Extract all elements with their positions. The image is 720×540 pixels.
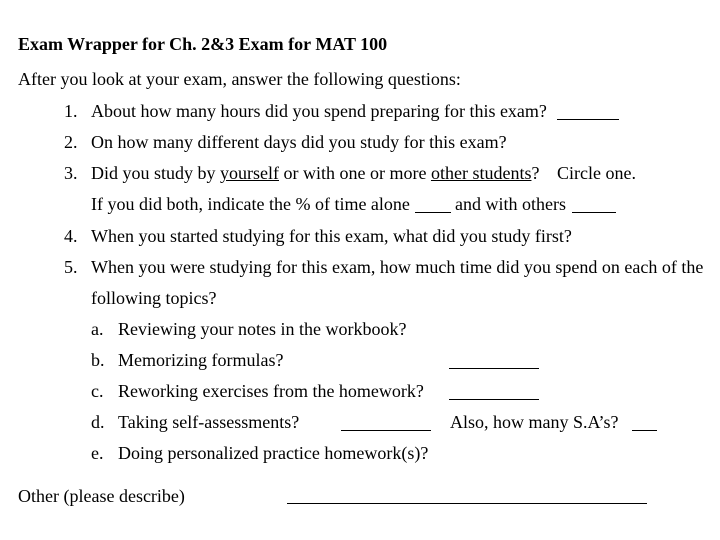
question-1-answer-blank[interactable] [557, 119, 619, 120]
question-3-number: 3. [64, 163, 78, 183]
other-answer-blank[interactable] [287, 503, 647, 504]
question-3-post: ? [531, 163, 540, 183]
topic-d-letter: d. [91, 412, 105, 432]
question-5-number: 5. [64, 257, 78, 277]
page-title: Exam Wrapper for Ch. 2&3 Exam for MAT 100 [18, 34, 388, 54]
question-1-number: 1. [64, 101, 78, 121]
question-3-text [91, 163, 539, 183]
question-3-pre: Did you study by [91, 163, 221, 183]
topic-c-answer-blank[interactable] [449, 399, 539, 400]
topic-b-text: Memorizing formulas? [118, 350, 284, 370]
question-3-line2-a: If you did both, indicate the % of time alone [91, 194, 410, 214]
question-4-text: When you started studying for this exam, what did you study first? [91, 226, 572, 246]
topic-e-text: Doing personalized practice homework(s)? [118, 443, 429, 463]
other-label: Other (please describe) [18, 486, 185, 506]
topic-c-letter: c. [91, 381, 104, 401]
percent-others-blank[interactable] [572, 212, 616, 213]
question-5-text-line1: When you were studying for this exam, how much time did you spend on each of the [91, 257, 704, 277]
topic-b-letter: b. [91, 350, 105, 370]
topic-d-answer-blank[interactable] [341, 430, 431, 431]
self-assessment-count-label: Also, how many S.A’s? [450, 412, 619, 432]
topic-e-letter: e. [91, 443, 104, 463]
option-yourself[interactable]: yourself [220, 163, 279, 183]
question-1-text: About how many hours did you spend preparing for this exam? [91, 101, 547, 121]
question-2-text: On how many different days did you study for this exam? [91, 132, 507, 152]
circle-one-instruction: Circle one. [557, 163, 636, 183]
topic-c-text: Reworking exercises from the homework? [118, 381, 424, 401]
topic-a-text: Reviewing your notes in the workbook? [118, 319, 407, 339]
question-2-number: 2. [64, 132, 78, 152]
topic-b-answer-blank[interactable] [449, 368, 539, 369]
question-3-line2-b: and with others [455, 194, 566, 214]
question-4-number: 4. [64, 226, 78, 246]
topic-a-letter: a. [91, 319, 104, 339]
percent-alone-blank[interactable] [415, 212, 451, 213]
question-3-mid: or with one or more [279, 163, 431, 183]
intro-text: After you look at your exam, answer the following questions: [18, 69, 461, 89]
self-assessment-count-blank[interactable] [632, 430, 657, 431]
topic-d-text: Taking self-assessments? [118, 412, 300, 432]
question-5-text-line2: following topics? [91, 288, 217, 308]
option-other-students[interactable]: other students [430, 163, 532, 183]
